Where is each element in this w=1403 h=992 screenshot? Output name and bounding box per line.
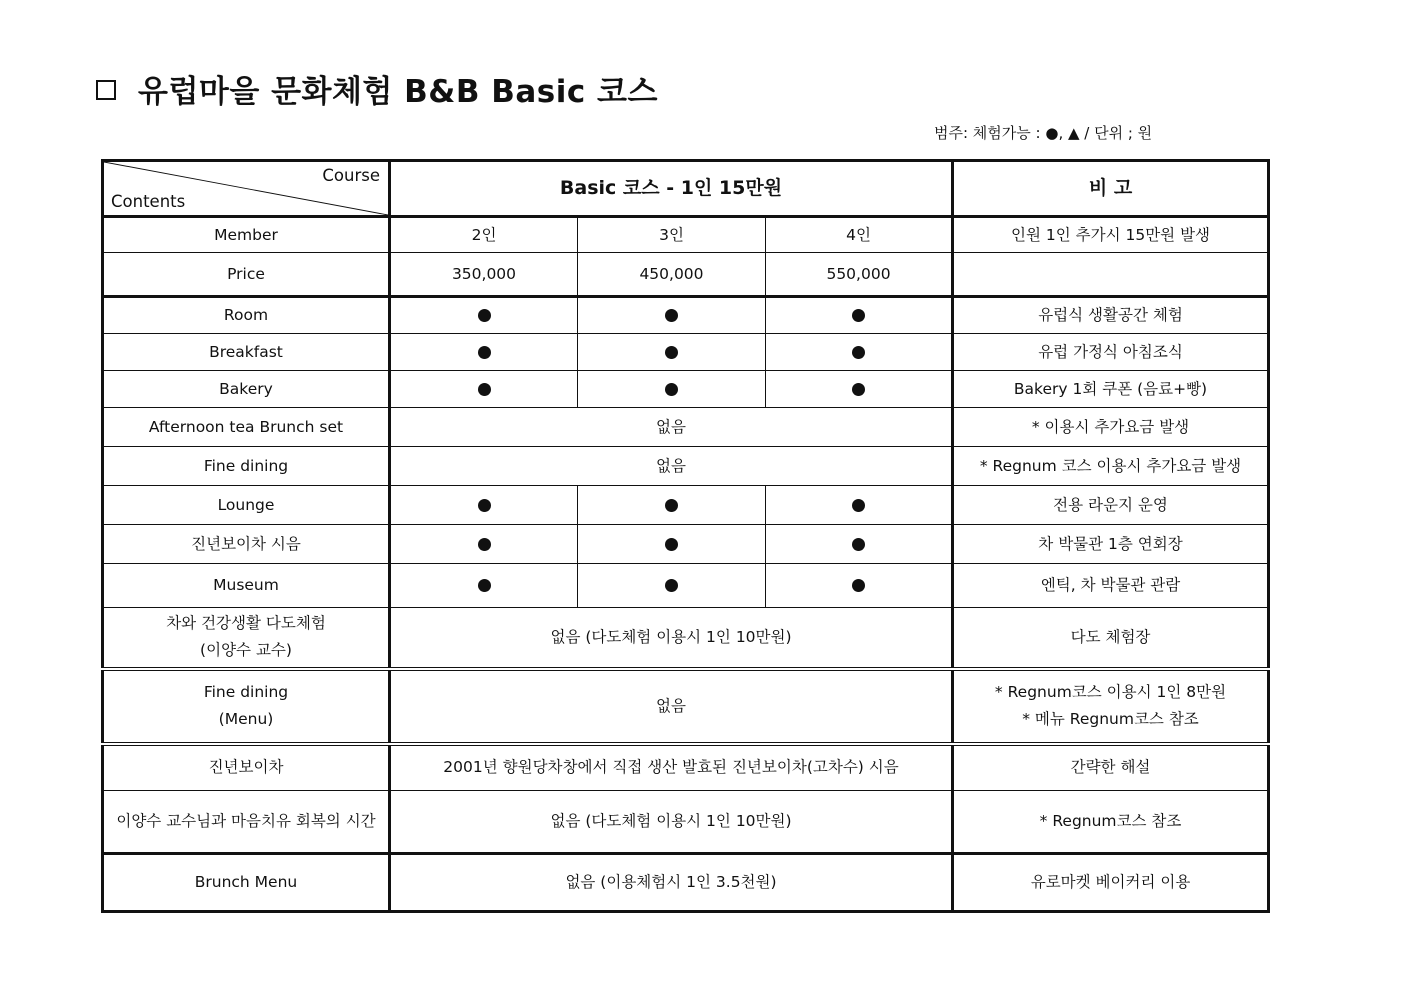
table-header-row — [103, 161, 1269, 217]
row-label: Fine dining — [103, 447, 390, 486]
table-row-healing-time — [103, 791, 1269, 854]
availability-cell — [766, 564, 953, 608]
availability-cell — [578, 371, 766, 408]
available-dot-icon — [665, 309, 678, 322]
row-label: Member — [103, 217, 390, 253]
merged-value-cell: 없음 — [390, 447, 953, 486]
merged-value-cell: 없음 (다도체험 이용시 1인 10만원) — [390, 791, 953, 854]
remark-cell: Bakery 1회 쿠폰 (음료+빵) — [953, 371, 1269, 408]
merged-value-cell: 없음 (다도체험 이용시 1인 10만원) — [390, 608, 953, 669]
remark-cell: 차 박물관 1층 연회장 — [953, 525, 1269, 564]
available-dot-icon — [478, 346, 491, 359]
availability-cell — [578, 564, 766, 608]
available-dot-icon — [665, 538, 678, 551]
available-dot-icon — [478, 383, 491, 396]
row-label: Price — [103, 253, 390, 297]
remarks-header-cell: 비 고 — [953, 161, 1269, 217]
row-label: Afternoon tea Brunch set — [103, 408, 390, 447]
remark-cell: 전용 라운지 운영 — [953, 486, 1269, 525]
table-row-brunch-menu — [103, 854, 1269, 912]
row-label — [103, 669, 390, 744]
remark-cell: 유로마켓 베이커리 이용 — [953, 854, 1269, 912]
available-dot-icon — [852, 383, 865, 396]
course-table — [101, 159, 1270, 913]
available-dot-icon — [852, 346, 865, 359]
course-title-cell: Basic 코스 - 1인 15만원 — [390, 161, 953, 217]
remark-line: * 메뉴 Regnum코스 참조 — [1022, 710, 1199, 728]
remark-cell: 유럽 가정식 아침조식 — [953, 334, 1269, 371]
availability-cell — [578, 525, 766, 564]
remark-cell: 다도 체험장 — [953, 608, 1269, 669]
available-dot-icon — [852, 538, 865, 551]
row-label: Museum — [103, 564, 390, 608]
remark-line: * Regnum코스 이용시 1인 8만원 — [994, 683, 1227, 701]
remark-cell: 엔틱, 차 박물관 관람 — [953, 564, 1269, 608]
row-label: Breakfast — [103, 334, 390, 371]
member-count-cell: 3인 — [578, 217, 766, 253]
row-label-line: Fine dining — [203, 683, 289, 701]
course-axis-label: Course — [322, 166, 380, 185]
remark-cell: * 이용시 추가요금 발생 — [953, 408, 1269, 447]
available-dot-icon — [478, 499, 491, 512]
available-dot-icon — [665, 499, 678, 512]
table-row-fine-dining-menu — [103, 669, 1269, 744]
remark-cell: 유럽식 생활공간 체험 — [953, 297, 1269, 334]
member-count-cell: 4인 — [766, 217, 953, 253]
table-row-afternoon-tea — [103, 408, 1269, 447]
contents-axis-label: Contents — [111, 192, 186, 211]
available-dot-icon — [665, 579, 678, 592]
table-row-lounge — [103, 486, 1269, 525]
remark-cell: * Regnum 코스 이용시 추가요금 발생 — [953, 447, 1269, 486]
availability-cell — [390, 525, 578, 564]
row-label: Bakery — [103, 371, 390, 408]
table-row-fine-dining — [103, 447, 1269, 486]
merged-value-cell: 없음 (이용체험시 1인 3.5천원) — [390, 854, 953, 912]
availability-cell — [766, 486, 953, 525]
available-dot-icon — [665, 383, 678, 396]
legend-note: 범주: 체험가능 : ●, ▲ / 단위 ; 원 — [934, 124, 1153, 142]
table-row-tea-ceremony — [103, 608, 1269, 669]
merged-value-cell: 없음 — [390, 669, 953, 744]
row-label-line: (Menu) — [218, 710, 274, 728]
price-cell: 350,000 — [390, 253, 578, 297]
price-cell: 450,000 — [578, 253, 766, 297]
empty-square-icon — [96, 80, 116, 100]
remark-cell — [953, 253, 1269, 297]
availability-cell — [390, 297, 578, 334]
row-label-line: 차와 건강생활 다도체험 — [166, 614, 326, 633]
table-row-puerh — [103, 744, 1269, 791]
row-label — [103, 608, 390, 669]
available-dot-icon — [665, 346, 678, 359]
remark-cell — [953, 669, 1269, 744]
remark-cell: 인원 1인 추가시 15만원 발생 — [953, 217, 1269, 253]
table-row-museum — [103, 564, 1269, 608]
availability-cell — [766, 525, 953, 564]
availability-cell — [766, 334, 953, 371]
table-row-room — [103, 297, 1269, 334]
row-label: 진년보이차 — [103, 744, 390, 791]
availability-cell — [578, 486, 766, 525]
availability-cell — [390, 371, 578, 408]
diagonal-header-cell — [103, 161, 390, 217]
availability-cell — [390, 564, 578, 608]
available-dot-icon — [852, 499, 865, 512]
availability-cell — [578, 334, 766, 371]
availability-cell — [390, 334, 578, 371]
table-row-puerh-tasting — [103, 525, 1269, 564]
merged-value-cell: 없음 — [390, 408, 953, 447]
available-dot-icon — [852, 309, 865, 322]
page-title-text: 유럽마을 문화체험 B&B Basic 코스 — [138, 74, 658, 110]
remark-cell: 간략한 해설 — [953, 744, 1269, 791]
row-label: Brunch Menu — [103, 854, 390, 912]
price-cell: 550,000 — [766, 253, 953, 297]
available-dot-icon — [478, 538, 491, 551]
remark-cell: * Regnum코스 참조 — [953, 791, 1269, 854]
availability-cell — [766, 371, 953, 408]
row-label: Lounge — [103, 486, 390, 525]
availability-cell — [390, 486, 578, 525]
available-dot-icon — [478, 309, 491, 322]
merged-value-cell: 2001년 향원당차창에서 직접 생산 발효된 진년보이차(고차수) 시음 — [390, 744, 953, 791]
available-dot-icon — [852, 579, 865, 592]
table-row-breakfast — [103, 334, 1269, 371]
row-label: 진년보이차 시음 — [103, 525, 390, 564]
available-dot-icon — [478, 579, 491, 592]
price-row — [103, 253, 1269, 297]
availability-cell — [578, 297, 766, 334]
row-label-line: (이양수 교수) — [200, 641, 292, 660]
row-label: Room — [103, 297, 390, 334]
table-row-bakery — [103, 371, 1269, 408]
member-count-cell: 2인 — [390, 217, 578, 253]
row-label: 이양수 교수님과 마음치유 회복의 시간 — [103, 791, 390, 854]
member-row — [103, 217, 1269, 253]
page-title — [96, 66, 658, 111]
availability-cell — [766, 297, 953, 334]
